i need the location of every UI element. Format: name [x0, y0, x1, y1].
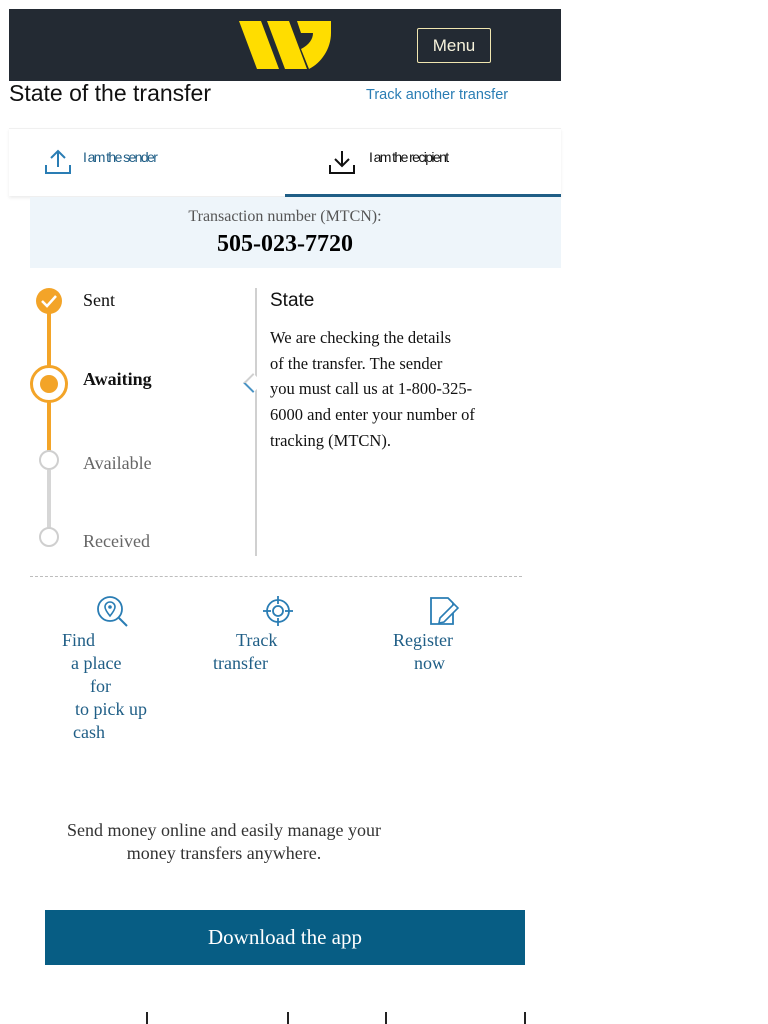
- footer-divider: [524, 1012, 526, 1024]
- page-title: State of the transfer: [9, 80, 212, 106]
- step-sent-label: Sent: [83, 290, 116, 310]
- track-transfer-line[interactable]: transfer: [213, 653, 268, 673]
- find-place-line[interactable]: cash: [73, 722, 105, 742]
- top-header-bar: [9, 9, 561, 81]
- edit-document-icon[interactable]: [426, 594, 460, 628]
- tab-sender-label: I am the sender: [83, 149, 157, 165]
- upload-icon: [43, 147, 73, 177]
- state-line: tracking (MTCN).: [270, 430, 391, 450]
- transfer-progress-timeline: [0, 280, 260, 560]
- find-place-line[interactable]: for: [90, 676, 111, 696]
- state-divider: [255, 288, 257, 556]
- tab-sender[interactable]: [9, 129, 285, 197]
- step-received-pending-icon: [39, 527, 59, 547]
- state-line: of the transfer. The sender: [270, 353, 443, 373]
- crosshair-target-icon[interactable]: [261, 594, 295, 628]
- tab-recipient-label: I am the recipient: [369, 149, 448, 165]
- step-available-pending-icon: [39, 450, 59, 470]
- progress-line-pending: [47, 470, 51, 530]
- step-sent-check-icon: [36, 288, 62, 314]
- menu-button[interactable]: Menu: [417, 28, 491, 63]
- step-received-label: Received: [83, 531, 150, 551]
- download-app-button[interactable]: Download the app: [45, 910, 525, 965]
- location-pin-search-icon[interactable]: [95, 594, 129, 628]
- mtcn-label: Transaction number (MTCN):: [188, 208, 382, 225]
- step-awaiting-current-icon: [30, 365, 68, 403]
- state-line: 6000 and enter your number of: [270, 405, 475, 425]
- register-now-line[interactable]: now: [414, 653, 445, 673]
- promo-line: Send money online and easily manage your: [67, 820, 381, 840]
- footer-divider: [385, 1012, 387, 1024]
- state-line: We are checking the details: [270, 328, 452, 347]
- state-line: you must call us at 1-800-325-: [270, 379, 473, 399]
- mtcn-value: 505-023-7720: [217, 231, 353, 257]
- footer-divider: [287, 1012, 289, 1024]
- find-place-line[interactable]: Find: [62, 630, 96, 650]
- step-awaiting-label: Awaiting: [83, 369, 152, 389]
- western-union-logo[interactable]: [239, 19, 331, 71]
- transaction-number-box: [30, 197, 561, 268]
- register-now-line[interactable]: Register: [393, 630, 453, 650]
- download-icon: [327, 147, 357, 177]
- tab-recipient[interactable]: [285, 129, 561, 197]
- promo-line: money transfers anywhere.: [126, 843, 322, 863]
- role-tabs: [9, 128, 561, 196]
- find-place-line[interactable]: a place: [71, 653, 122, 673]
- state-title: State: [270, 290, 315, 311]
- section-divider: [30, 576, 522, 577]
- footer-divider: [146, 1012, 148, 1024]
- step-available-label: Available: [83, 453, 152, 473]
- find-place-line[interactable]: to pick up: [75, 699, 147, 719]
- app-promo-text: [34, 819, 414, 865]
- track-transfer-line[interactable]: Track: [236, 630, 278, 650]
- track-another-transfer-link[interactable]: Track another transfer: [366, 87, 509, 103]
- state-description: [270, 325, 506, 454]
